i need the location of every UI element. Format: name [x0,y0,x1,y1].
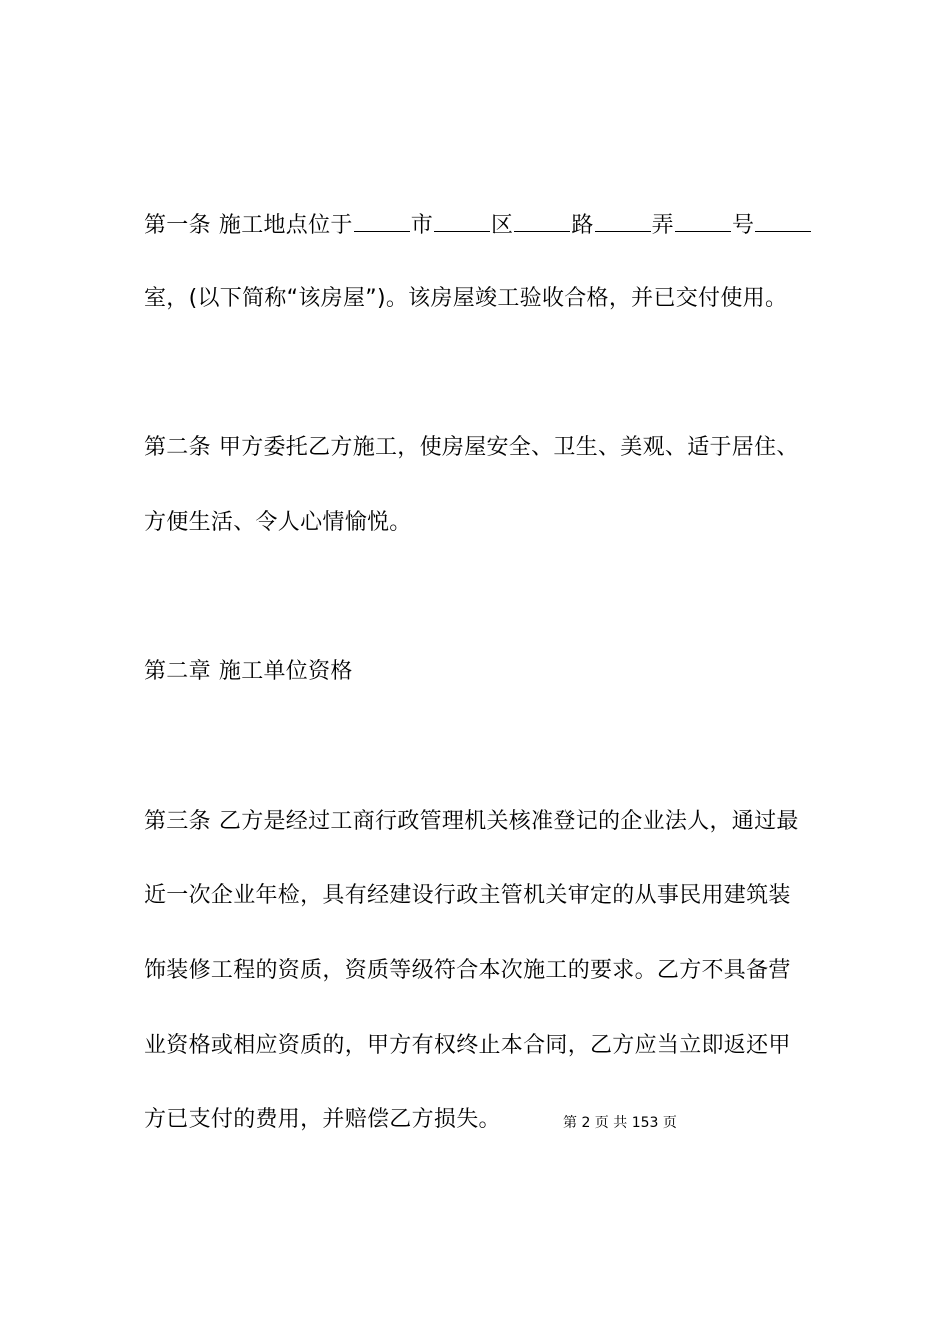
article2-line1 [144,433,814,463]
article1-label: 第一条 [144,213,211,238]
article1-text-part-3: 路 [571,213,594,238]
article1-text-part-1: 市 [410,213,434,238]
article1-text-part-4: 弄 [651,213,674,238]
article1-text-part-0: 施工地点位于 [218,213,353,238]
blank-district [434,209,490,232]
blank-lane [595,209,651,232]
article3-line1-text: 乙方是经过工商行政管理机关核准登记的企业法人，通过最 [218,809,799,834]
chapter-title: 施工单位资格 [218,659,353,684]
article3-line5: 方已支付的费用，并赔偿乙方损失。 [144,1107,501,1132]
article1-text-part-5: 号 [731,213,755,238]
article3-line4: 业资格或相应资质的，甲方有权终止本合同，乙方应当立即返还甲 [144,1033,791,1058]
article2-line1-text: 甲方委托乙方施工，使房屋安全、卫生、美观、适于居住、 [218,435,799,460]
article1-text-part-2: 区 [491,213,514,238]
article3-line2: 近一次企业年检，具有经建设行政主管机关审定的从事民用建筑装 [144,883,791,908]
article2-line2: 方便生活、令人心情愉悦。 [144,510,412,535]
page-number: 第 2 页 共 153 页 [563,1115,677,1131]
blank-room [755,209,811,232]
article3-line1 [144,807,814,837]
blank-number [675,209,731,232]
article1-line1 [144,209,814,239]
blank-city [354,209,410,232]
article3-label: 第三条 [144,809,211,834]
article2-label: 第二条 [144,435,211,460]
article1-line2: 室，(以下简称“该房屋”)。该房屋竣工验收合格，并已交付使用。 [144,286,788,311]
chapter-heading [144,657,814,687]
blank-road [514,209,570,232]
chapter-label: 第二章 [144,659,211,684]
article3-line3: 饰装修工程的资质，资质等级符合本次施工的要求。乙方不具备营 [144,958,791,983]
